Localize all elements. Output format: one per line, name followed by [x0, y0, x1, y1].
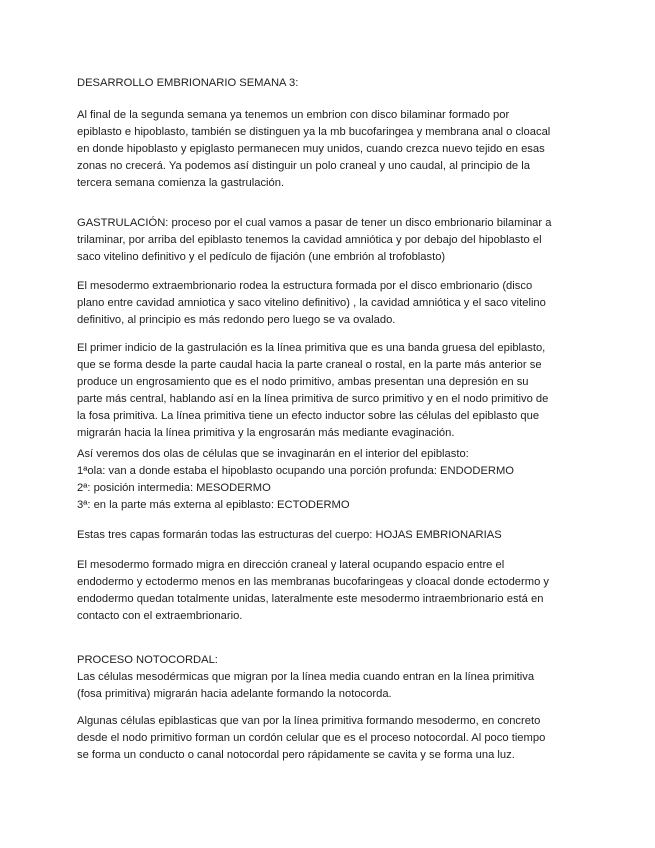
linea-primitiva-paragraph	[77, 340, 587, 442]
paragraph-line: endodermo quedan totalmente unidas, lateralmente este mesodermo intraembrionario está en	[77, 593, 544, 605]
document-title	[77, 75, 587, 92]
paragraph-line: saco vitelino definitivo y el pedículo de fijación (une embrión al trofoblasto)	[77, 251, 446, 263]
list-item: 3ª: en la parte más externa al epiblasto: ECTODERMO	[77, 499, 350, 511]
paragraph-line: produce un engrosamiento que es el nodo primitivo, ambas presentan una depresión en su	[77, 376, 529, 388]
paragraph-line: Así veremos dos olas de células que se invaginarán en el interior del epiblasto:	[77, 448, 469, 460]
paragraph-line: la fosa primitiva. La línea primitiva tiene un efecto inductor sobre las células del epiblasto que	[77, 410, 540, 422]
paragraph-line: El mesodermo formado migra en dirección craneal y lateral ocupando espacio entre el	[77, 559, 505, 571]
section-heading: PROCESO NOTOCORDAL:	[77, 654, 218, 666]
paragraph-line: desde el nodo primitivo forman un cordón celular que es el proceso notocordal. Al poco tiempo	[77, 732, 546, 744]
paragraph-line: El mesodermo extraembrionario rodea la estructura formada por el disco embrionario (disco	[77, 280, 533, 292]
paragraph-line: contacto con el extraembrionario.	[77, 610, 243, 622]
gastrulacion-paragraph	[77, 215, 587, 266]
paragraph-line: definitivo, al principio es más redondo pero luego se va ovalado.	[77, 314, 396, 326]
paragraph-line: Las células mesodérmicas que migran por la línea media cuando entran en la línea primitiva	[77, 671, 535, 683]
mesodermo-migra-paragraph	[77, 557, 587, 625]
mesodermo-extraembrionario-paragraph	[77, 278, 587, 329]
title-line: DESARROLLO EMBRIONARIO SEMANA 3:	[77, 77, 299, 89]
list-item: 1ªola: van a donde estaba el hipoblasto ocupando una porción profunda: ENDODERMO	[77, 465, 515, 477]
paragraph-line: tercera semana comienza la gastrulación.	[77, 177, 285, 189]
paragraph-line: en donde hipoblasto y epiglasto permanecen muy unidos, cuando crezca nuevo tejido en esas	[77, 143, 545, 155]
paragraph-line: Al final de la segunda semana ya tenemos un embrion con disco bilaminar formado por	[77, 109, 510, 121]
paragraph-line: Algunas células epiblasticas que van por la línea primitiva formando mesodermo, en concreto	[77, 715, 541, 727]
notocordal-section	[77, 652, 587, 703]
paragraph-line: migrarán hacia la línea primitiva y la engrosarán más mediante evaginación.	[77, 427, 455, 439]
paragraph-line: se forma un conducto o canal notocordal pero rápidamente se cavita y se forma una luz.	[77, 749, 515, 761]
paragraph-line: epiblasto e hipoblasto, también se distinguen ya la mb bucofaringea y membrana anal o cloacal	[77, 126, 551, 138]
paragraph-line: trilaminar, por arriba del epiblasto tenemos la cavidad amniótica y por debajo del hipoblasto el	[77, 234, 542, 246]
paragraph-line: que se forma desde la parte caudal hacia la parte craneal o rostal, en la parte más anterior se	[77, 359, 542, 371]
epiblasticas-paragraph	[77, 713, 587, 764]
paragraph-line: parte más central, hablando así en la línea primitiva de surco primitivo y en el nodo primitivo de	[77, 393, 549, 405]
paragraph-line: zonas no crecerá. Ya podemos así distinguir un polo craneal y uno caudal, al principio de la	[77, 160, 530, 172]
paragraph-line: plano entre cavidad amniotica y saco vitelino definitivo) , la cavidad amniótica y el saco vitelino	[77, 297, 546, 309]
intro-paragraph	[77, 107, 587, 192]
paragraph-line: Estas tres capas formarán todas las estructuras del cuerpo: HOJAS EMBRIONARIAS	[77, 529, 502, 541]
olas-paragraph	[77, 446, 587, 514]
paragraph-line: (fosa primitiva) migrarán hacia adelante formando la notocorda.	[77, 688, 392, 700]
hojas-paragraph	[77, 527, 587, 544]
paragraph-line: GASTRULACIÓN: proceso por el cual vamos a pasar de tener un disco embrionario bilaminar a	[77, 217, 552, 229]
paragraph-line: El primer indicio de la gastrulación es la línea primitiva que es una banda gruesa del epiblasto,	[77, 342, 546, 354]
paragraph-line: endodermo y ectodermo menos en las membranas bucofaringeas y cloacal donde ectodermo y	[77, 576, 549, 588]
list-item: 2ª: posición intermedia: MESODERMO	[77, 482, 271, 494]
